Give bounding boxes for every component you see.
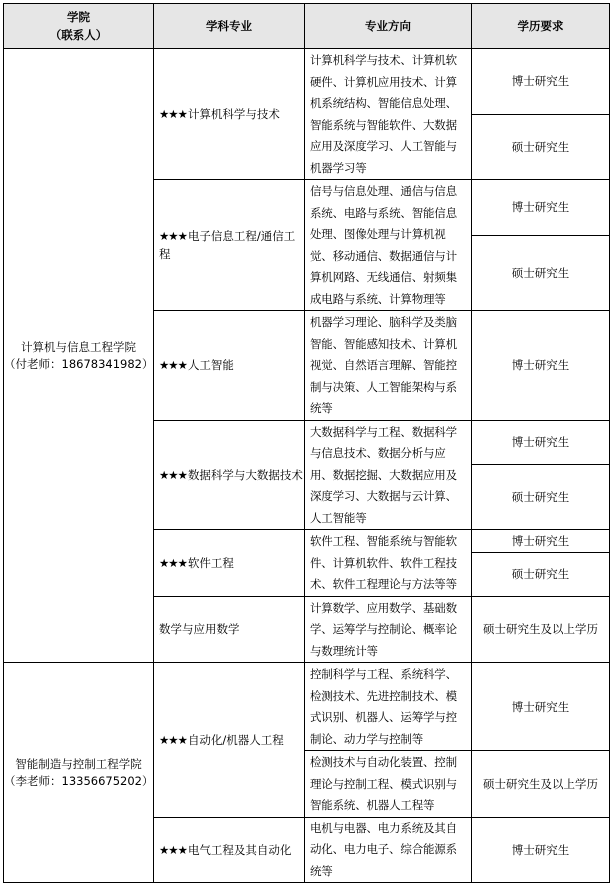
degree-cell: 博士研究生 bbox=[472, 663, 610, 751]
header-college-line1: 学院 bbox=[67, 10, 90, 24]
header-direction: 专业方向 bbox=[305, 4, 472, 49]
degree-cell: 博士研究生 bbox=[472, 420, 610, 465]
major-cell bbox=[154, 596, 305, 663]
major-cell bbox=[154, 530, 305, 597]
major-name: 电气工程及其自动化 bbox=[187, 842, 292, 857]
college-contact: （付老师：18678341982） bbox=[4, 356, 154, 371]
college-cell-1 bbox=[4, 663, 154, 883]
header-college bbox=[4, 4, 154, 49]
direction-cell: 计算数学、应用数学、基础数学、运筹学与控制论、概率论与数理统计等 bbox=[305, 596, 472, 663]
degree-cell: 硕士研究生 bbox=[472, 235, 610, 310]
table-row bbox=[4, 663, 610, 751]
direction-cell: 软件工程、智能系统与智能软件、计算机软件、软件工程技术、软件工程理论与方法等等 bbox=[305, 530, 472, 597]
degree-cell: 硕士研究生及以上学历 bbox=[472, 751, 610, 818]
college-name: 计算机与信息工程学院 bbox=[21, 339, 136, 354]
star-rating: ★★★ bbox=[159, 555, 187, 570]
direction-cell: 大数据科学与工程、数据科学与信息技术、数据分析与应用、数据挖掘、大数据应用及深度学习、大数据与云计算、人工智能等 bbox=[305, 420, 472, 530]
header-row bbox=[4, 4, 610, 49]
star-rating: ★★★ bbox=[159, 467, 187, 482]
header-degree: 学历要求 bbox=[472, 4, 610, 49]
header-major: 学科专业 bbox=[154, 4, 305, 49]
star-rating: ★★★ bbox=[159, 842, 187, 857]
degree-cell: 博士研究生 bbox=[472, 49, 610, 115]
star-rating: ★★★ bbox=[159, 732, 187, 747]
major-name: 数学与应用数学 bbox=[159, 622, 240, 637]
major-cell bbox=[154, 311, 305, 421]
degree-cell: 博士研究生 bbox=[472, 180, 610, 236]
major-cell bbox=[154, 817, 305, 883]
major-name: 数据科学与大数据技术 bbox=[187, 467, 303, 482]
recruitment-table bbox=[3, 3, 610, 883]
degree-cell: 硕士研究生及以上学历 bbox=[472, 596, 610, 663]
college-contact: （李老师：13356675202） bbox=[4, 773, 154, 788]
major-name: 电子信息工程/通信工程 bbox=[159, 229, 296, 261]
degree-cell: 硕士研究生 bbox=[472, 465, 610, 530]
direction-cell: 信号与信息处理、通信与信息系统、电路与系统、智能信息处理、图像处理与计算机视觉、移动通信、数据通信与计算机网路、无线通信、射频集成电路与系统、计算物理等 bbox=[305, 180, 472, 311]
degree-cell: 硕士研究生 bbox=[472, 114, 610, 180]
college-name: 智能制造与控制工程学院 bbox=[15, 756, 142, 771]
major-name: 软件工程 bbox=[187, 555, 234, 570]
major-cell bbox=[154, 49, 305, 180]
degree-cell: 博士研究生 bbox=[472, 817, 610, 883]
table-row bbox=[4, 49, 610, 115]
star-rating: ★★★ bbox=[159, 107, 187, 121]
college-cell-0 bbox=[4, 49, 154, 663]
major-name: 计算机科学与技术 bbox=[187, 107, 280, 121]
header-college-line2: （联系人） bbox=[49, 28, 108, 42]
major-cell bbox=[154, 663, 305, 818]
major-name: 自动化/机器人工程 bbox=[187, 732, 284, 747]
direction-cell: 计算机科学与技术、计算机软硬件、计算机应用技术、计算机系统结构、智能信息处理、智能系统与智能软件、大数据应用及深度学习、人工智能与机器学习等 bbox=[305, 49, 472, 180]
degree-cell: 硕士研究生 bbox=[472, 553, 610, 596]
direction-cell: 检测技术与自动化装置、控制理论与控制工程、模式识别与智能系统、机器人工程等 bbox=[305, 751, 472, 818]
degree-cell: 博士研究生 bbox=[472, 530, 610, 553]
direction-cell: 机器学习理论、脑科学及类脑智能、智能感知技术、计算机视觉、自然语言理解、智能控制与决策、人工智能架构与系统等 bbox=[305, 311, 472, 421]
major-name: 人工智能 bbox=[187, 358, 234, 373]
major-cell bbox=[154, 420, 305, 530]
direction-cell: 控制科学与工程、系统科学、检测技术、先进控制技术、模式识别、机器人、运筹学与控制论、动力学与控制等 bbox=[305, 663, 472, 751]
star-rating: ★★★ bbox=[159, 358, 187, 373]
degree-cell: 博士研究生 bbox=[472, 311, 610, 421]
direction-cell: 电机与电器、电力系统及其自动化、电力电子、综合能源系统等 bbox=[305, 817, 472, 883]
major-cell bbox=[154, 180, 305, 311]
star-rating: ★★★ bbox=[159, 229, 187, 243]
